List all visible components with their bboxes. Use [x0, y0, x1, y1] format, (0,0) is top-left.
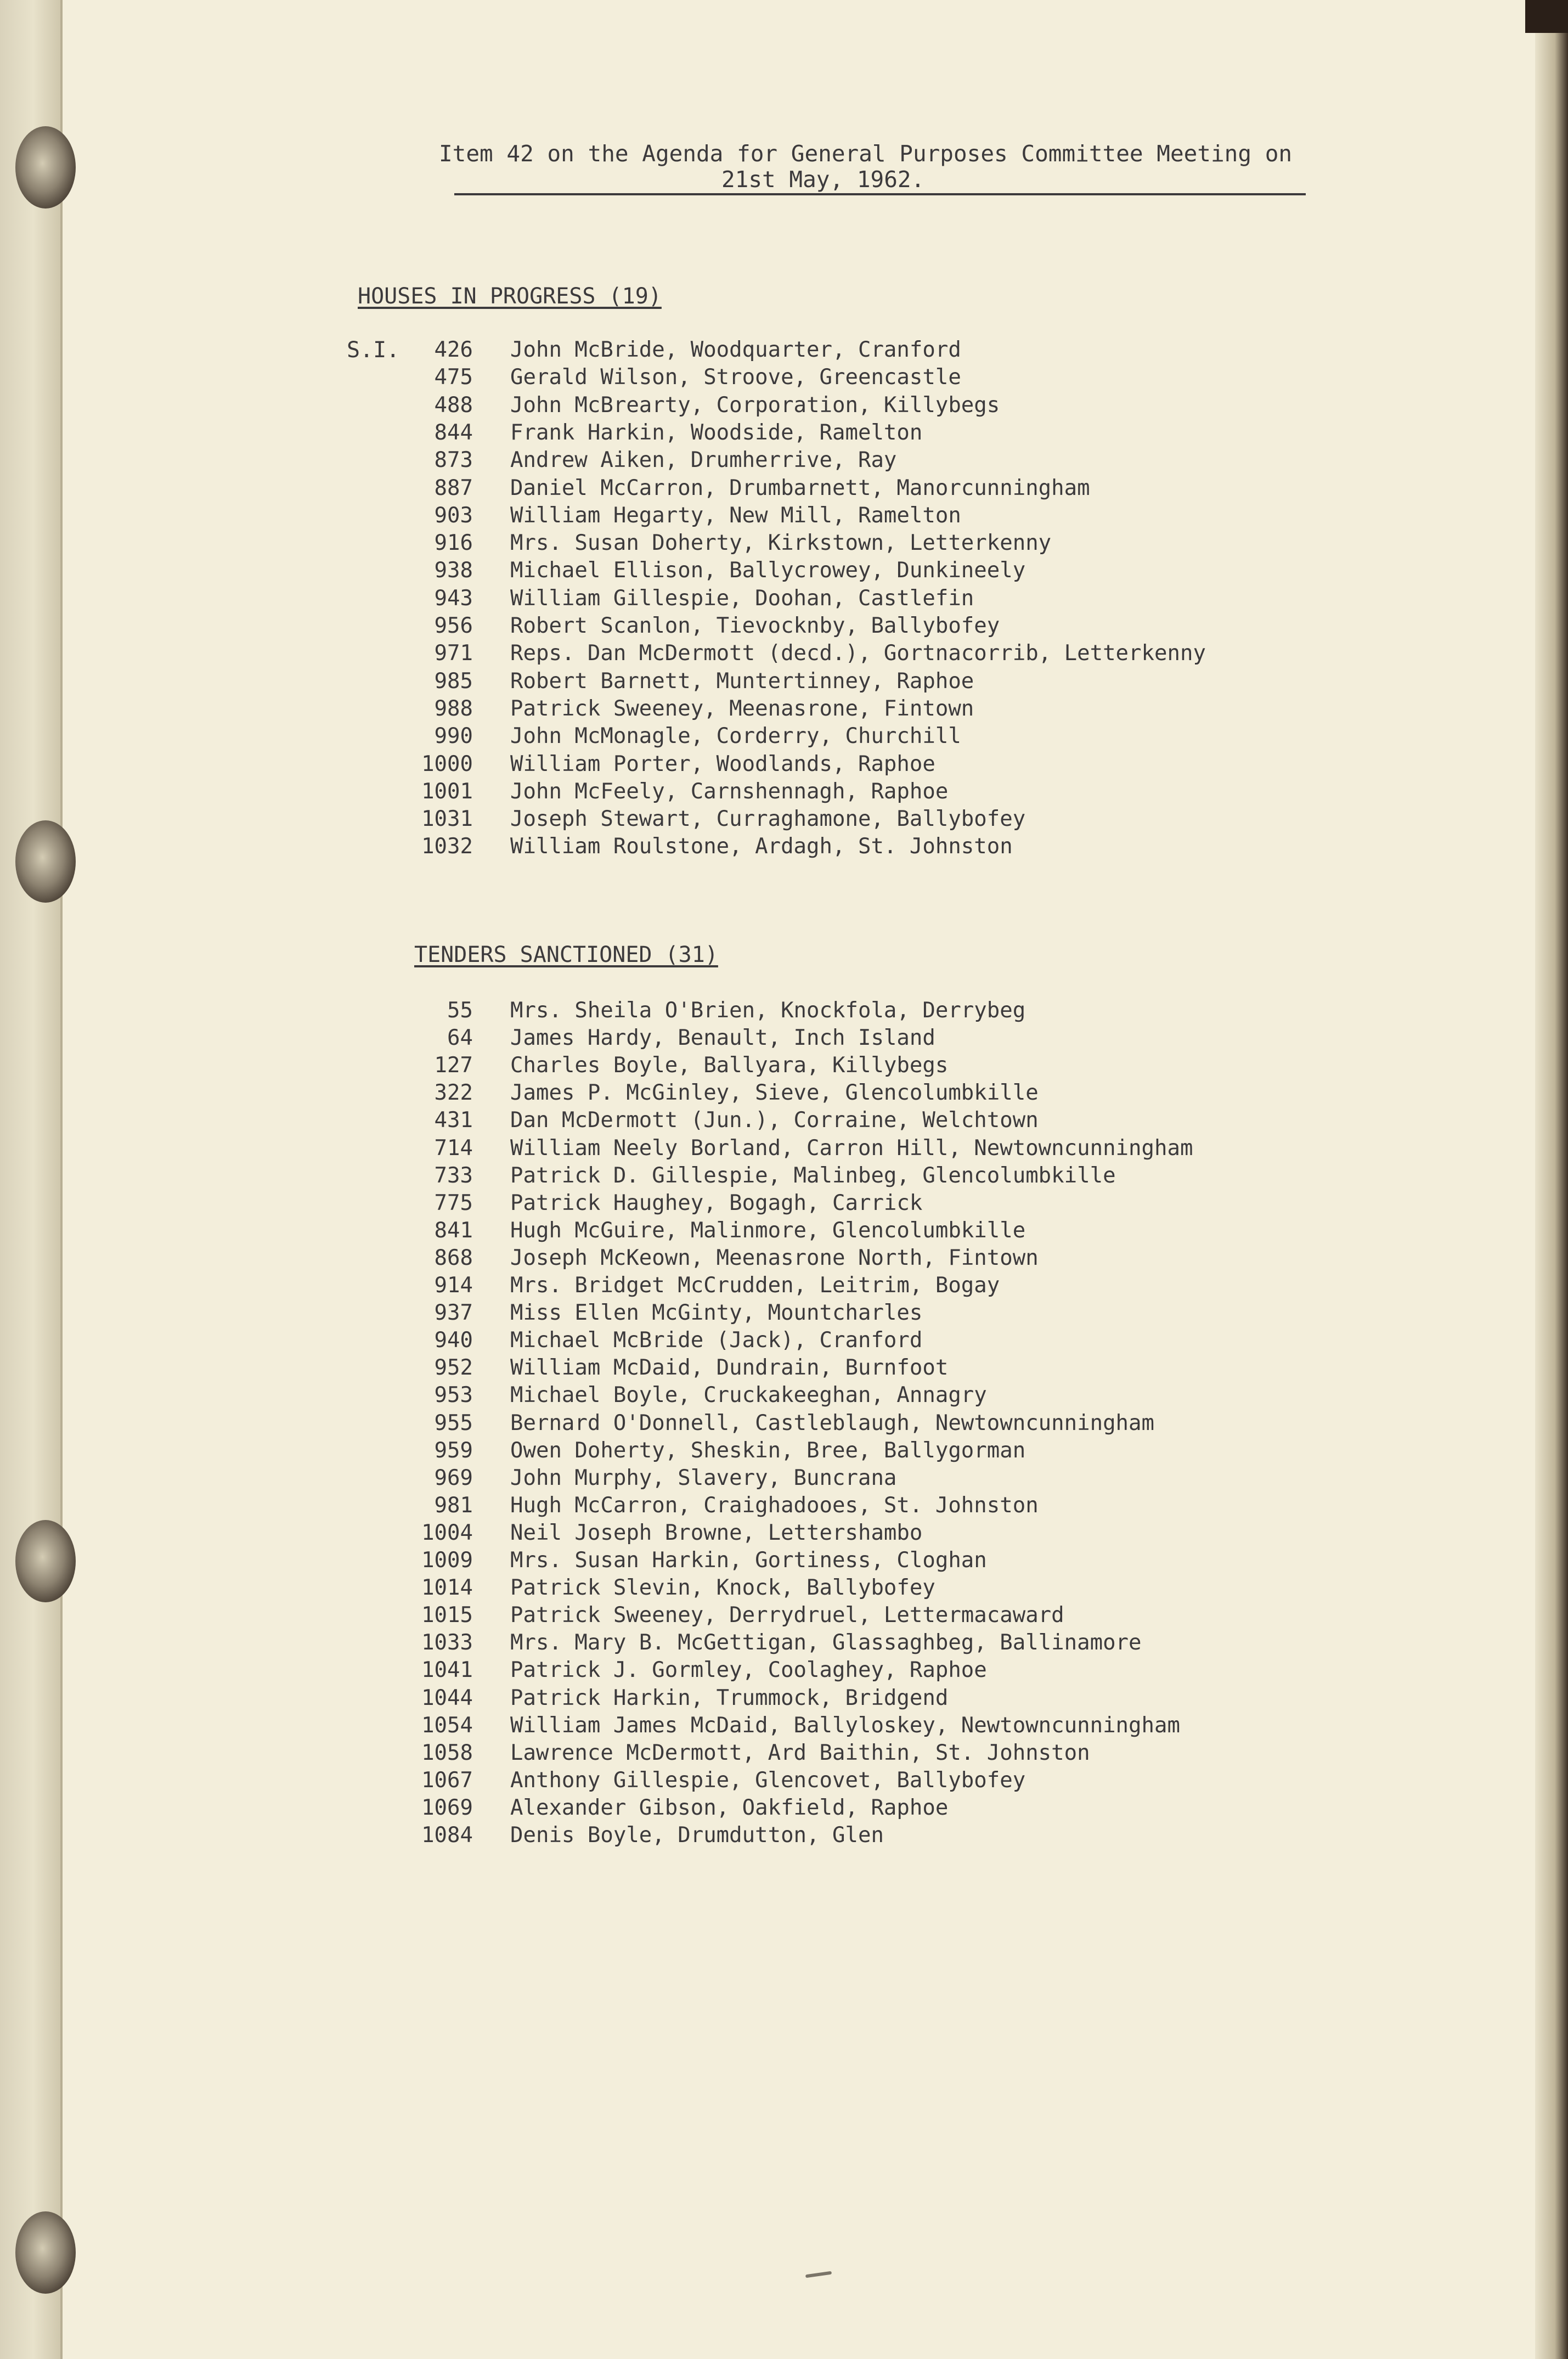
applicant-entry: Andrew Aiken, Drumherrive, Ray — [510, 448, 897, 473]
item-number: 969 — [434, 1465, 473, 1490]
item-number: 431 — [434, 1108, 473, 1133]
item-number: 937 — [434, 1300, 473, 1326]
item-number: 916 — [434, 531, 473, 556]
item-number: 952 — [434, 1355, 473, 1381]
binder-ring-icon — [15, 2211, 76, 2294]
item-number: 953 — [434, 1383, 473, 1408]
item-number: 1000 — [421, 751, 473, 776]
item-number: 985 — [434, 668, 473, 694]
item-number: 990 — [434, 724, 473, 749]
page-right-edge — [1535, 0, 1568, 2359]
item-number: 775 — [434, 1190, 473, 1215]
applicant-entry: Frank Harkin, Woodside, Ramelton — [510, 420, 923, 445]
applicant-entry: Mrs. Mary B. McGettigan, Glassaghbeg, Ballinamore — [510, 1630, 1142, 1656]
applicant-entry: Bernard O'Donnell, Castleblaugh, Newtowncunningham — [510, 1410, 1154, 1435]
item-number: 959 — [434, 1438, 473, 1463]
item-number: 868 — [434, 1245, 473, 1270]
applicant-entry: Neil Joseph Browne, Lettershambo — [510, 1520, 923, 1545]
item-number: 940 — [434, 1328, 473, 1353]
applicant-entry: William Roulstone, Ardagh, St. Johnston — [510, 834, 1013, 859]
item-number: 1009 — [421, 1548, 473, 1573]
applicant-entry: James P. McGinley, Sieve, Glencolumbkille — [510, 1080, 1039, 1106]
applicant-entry: John McMonagle, Corderry, Churchill — [510, 724, 961, 749]
applicant-entry: John McBride, Woodquarter, Cranford — [510, 337, 961, 362]
applicant-entry: Patrick Harkin, Trummock, Bridgend — [510, 1685, 949, 1710]
applicant-entry: William McDaid, Dundrain, Burnfoot — [510, 1355, 949, 1381]
applicant-entry: John McFeely, Carnshennagh, Raphoe — [510, 779, 949, 804]
applicant-entry: Robert Scanlon, Tievocknby, Ballybofey — [510, 613, 1000, 638]
applicant-entry: Anthony Gillespie, Glencovet, Ballybofey — [510, 1767, 1026, 1793]
item-number: 1058 — [421, 1740, 473, 1765]
item-number: 1041 — [421, 1658, 473, 1683]
item-number: 426 — [434, 337, 473, 362]
item-number: 64 — [447, 1026, 473, 1051]
item-number: 1015 — [421, 1603, 473, 1628]
si-prefix-label: S.I. — [347, 337, 400, 363]
applicant-entry: Michael McBride (Jack), Cranford — [510, 1328, 923, 1353]
applicant-entry: Alexander Gibson, Oakfield, Raphoe — [510, 1795, 949, 1820]
applicant-entry: Michael Boyle, Cruckakeeghan, Annagry — [510, 1383, 987, 1408]
item-number: 841 — [434, 1218, 473, 1243]
applicant-entry: Hugh McCarron, Craighadooes, St. Johnston — [510, 1493, 1039, 1518]
item-number: 914 — [434, 1273, 473, 1298]
applicant-entry: Patrick Sweeney, Derrydruel, Lettermacaward — [510, 1603, 1064, 1628]
pencil-mark — [805, 2271, 832, 2278]
applicant-entry: Patrick Sweeney, Meenasrone, Fintown — [510, 696, 974, 721]
item-number: 475 — [434, 365, 473, 390]
applicant-entry: Robert Barnett, Muntertinney, Raphoe — [510, 668, 974, 694]
item-number: 127 — [434, 1053, 473, 1078]
applicant-entry: Owen Doherty, Sheskin, Bree, Ballygorman — [510, 1438, 1026, 1463]
applicant-entry: Patrick J. Gormley, Coolaghey, Raphoe — [510, 1658, 987, 1683]
applicant-entry: Lawrence McDermott, Ard Baithin, St. Johnston — [510, 1740, 1090, 1765]
applicant-entry: Joseph Stewart, Curraghamone, Ballybofey — [510, 807, 1026, 832]
tenders-sanctioned-heading: TENDERS SANCTIONED (31) — [414, 942, 718, 967]
item-number: 1001 — [421, 779, 473, 804]
item-number: 943 — [434, 585, 473, 611]
applicant-entry: Michael Ellison, Ballycrowey, Dunkineely — [510, 558, 1026, 583]
applicant-entry: James Hardy, Benault, Inch Island — [510, 1026, 935, 1051]
page-corner-shadow — [1525, 0, 1568, 33]
applicant-entry: William Neely Borland, Carron Hill, Newtowncunningham — [510, 1135, 1193, 1161]
item-number: 955 — [434, 1410, 473, 1435]
applicant-entry: Mrs. Susan Doherty, Kirkstown, Letterkenny — [510, 531, 1052, 556]
applicant-entry: Joseph McKeown, Meenasrone North, Fintown — [510, 1245, 1039, 1270]
item-number: 1033 — [421, 1630, 473, 1656]
item-number: 1014 — [421, 1575, 473, 1601]
applicant-entry: William Hegarty, New Mill, Ramelton — [510, 503, 961, 528]
applicant-entry: Daniel McCarron, Drumbarnett, Manorcunningham — [510, 475, 1090, 500]
item-number: 1004 — [421, 1520, 473, 1545]
applicant-entry: Patrick Haughey, Bogagh, Carrick — [510, 1190, 923, 1215]
applicant-entry: Mrs. Bridget McCrudden, Leitrim, Bogay — [510, 1273, 1000, 1298]
item-number: 971 — [434, 641, 473, 666]
item-number: 714 — [434, 1135, 473, 1161]
item-number: 1032 — [421, 834, 473, 859]
item-number: 1069 — [421, 1795, 473, 1820]
binder-ring-icon — [15, 126, 76, 209]
applicant-entry: Mrs. Sheila O'Brien, Knockfola, Derrybeg — [510, 998, 1026, 1023]
binder-ring-icon — [15, 820, 76, 903]
item-number: 322 — [434, 1080, 473, 1106]
item-number: 938 — [434, 558, 473, 583]
applicant-entry: Charles Boyle, Ballyara, Killybegs — [510, 1053, 949, 1078]
meeting-date: 21st May, 1962. — [721, 166, 925, 193]
item-number: 1067 — [421, 1767, 473, 1793]
applicant-entry: Reps. Dan McDermott (decd.), Gortnacorrib, Letterkenny — [510, 641, 1206, 666]
item-number: 844 — [434, 420, 473, 445]
item-number: 1031 — [421, 807, 473, 832]
item-number: 1044 — [421, 1685, 473, 1710]
applicant-entry: Patrick D. Gillespie, Malinbeg, Glencolumbkille — [510, 1163, 1116, 1188]
item-number: 873 — [434, 448, 473, 473]
item-number: 956 — [434, 613, 473, 638]
applicant-entry: John McBrearty, Corporation, Killybegs — [510, 392, 1000, 418]
applicant-entry: Hugh McGuire, Malinmore, Glencolumbkille — [510, 1218, 1026, 1243]
applicant-entry: William Porter, Woodlands, Raphoe — [510, 751, 935, 776]
applicant-entry: Mrs. Susan Harkin, Gortiness, Cloghan — [510, 1548, 987, 1573]
applicant-entry: Miss Ellen McGinty, Mountcharles — [510, 1300, 923, 1326]
applicant-entry: Dan McDermott (Jun.), Corraine, Welchtown — [510, 1108, 1039, 1133]
item-number: 903 — [434, 503, 473, 528]
agenda-header-line: Item 42 on the Agenda for General Purposes Committee Meeting on — [439, 140, 1293, 167]
header-underline — [454, 193, 1306, 195]
applicant-entry: John Murphy, Slavery, Buncrana — [510, 1465, 897, 1490]
item-number: 887 — [434, 475, 473, 500]
applicant-entry: Gerald Wilson, Stroove, Greencastle — [510, 365, 961, 390]
item-number: 988 — [434, 696, 473, 721]
applicant-entry: William Gillespie, Doohan, Castlefin — [510, 585, 974, 611]
item-number: 1054 — [421, 1713, 473, 1738]
item-number: 981 — [434, 1493, 473, 1518]
applicant-entry: Denis Boyle, Drumdutton, Glen — [510, 1823, 884, 1848]
item-number: 488 — [434, 392, 473, 418]
item-number: 1084 — [421, 1823, 473, 1848]
houses-in-progress-heading: HOUSES IN PROGRESS (19) — [358, 284, 662, 309]
item-number: 55 — [447, 998, 473, 1023]
item-number: 733 — [434, 1163, 473, 1188]
applicant-entry: Patrick Slevin, Knock, Ballybofey — [510, 1575, 935, 1601]
applicant-entry: William James McDaid, Ballyloskey, Newtowncunningham — [510, 1713, 1180, 1738]
